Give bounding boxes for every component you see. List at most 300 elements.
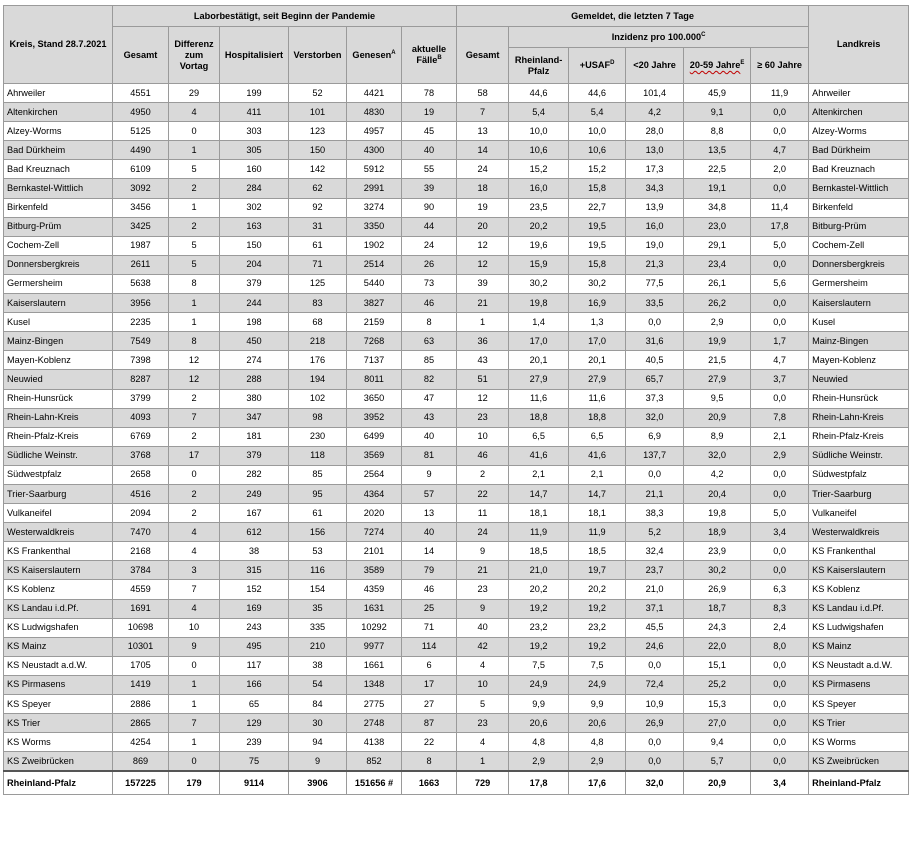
cell-genesen: 7268 (347, 332, 402, 351)
cell-inzidenz-rlp: 5,4 (509, 103, 569, 122)
header-group-laborbestaetigt: Laborbestätigt, seit Beginn der Pandemie (113, 6, 457, 27)
cell-landkreis-name: Mayen-Koblenz (809, 351, 909, 370)
cell-verstorben: 98 (289, 408, 347, 427)
cell-inzidenz-usaf: 30,2 (569, 274, 626, 293)
cell-landkreis-name: Bad Dürkheim (809, 141, 909, 160)
cell-verstorben: 83 (289, 294, 347, 313)
cell-differenz: 8 (169, 274, 220, 293)
cell-landkreis-name: KS Pirmasens (809, 675, 909, 694)
cell-hospitalisiert: 288 (220, 370, 289, 389)
cell-genesen: 2748 (347, 714, 402, 733)
header-inzidenz (509, 27, 809, 48)
cell-week-gesamt: 36 (457, 332, 509, 351)
cell-differenz: 5 (169, 160, 220, 179)
cell-district-name: Altenkirchen (4, 103, 113, 122)
cell-inzidenz-usaf: 23,2 (569, 618, 626, 637)
cell-inzidenz-rlp: 6,5 (509, 427, 569, 446)
cell-week-gesamt: 10 (457, 427, 509, 446)
cell-landkreis-name: KS Zweibrücken (809, 752, 909, 772)
total-district-name: Rheinland-Pfalz (4, 771, 113, 795)
cell-inzidenz-20-59: 2,9 (684, 313, 751, 332)
cell-aktuelle-faelle: 19 (402, 103, 457, 122)
cell-district-name: Westerwaldkreis (4, 523, 113, 542)
cell-inzidenz-under-20: 19,0 (626, 236, 684, 255)
cell-district-name: KS Frankenthal (4, 542, 113, 561)
table-row (4, 675, 909, 694)
header-usaf-label: +USAF (579, 60, 611, 70)
cell-aktuelle-faelle: 40 (402, 523, 457, 542)
cell-inzidenz-under-20: 65,7 (626, 370, 684, 389)
cell-inzidenz-under-20: 31,6 (626, 332, 684, 351)
cell-hospitalisiert: 612 (220, 523, 289, 542)
cell-inzidenz-usaf: 10,6 (569, 141, 626, 160)
cell-aktuelle-faelle: 39 (402, 179, 457, 198)
cell-inzidenz-under-20: 5,2 (626, 523, 684, 542)
cell-inzidenz-under-20: 0,0 (626, 465, 684, 484)
cell-inzidenz-under-20: 72,4 (626, 675, 684, 694)
cell-hospitalisiert: 411 (220, 103, 289, 122)
cell-hospitalisiert: 379 (220, 274, 289, 293)
table-row (4, 103, 909, 122)
cell-inzidenz-usaf: 6,5 (569, 427, 626, 446)
cell-gesamt: 4254 (113, 733, 169, 752)
cell-inzidenz-rlp: 7,5 (509, 656, 569, 675)
table-row (4, 542, 909, 561)
cell-inzidenz-usaf: 17,0 (569, 332, 626, 351)
cell-genesen: 852 (347, 752, 402, 772)
total-inzidenz-rlp: 17,8 (509, 771, 569, 795)
cell-verstorben: 194 (289, 370, 347, 389)
cell-gesamt: 2865 (113, 714, 169, 733)
cell-inzidenz-20-59: 15,3 (684, 695, 751, 714)
cell-inzidenz-20-59: 23,4 (684, 255, 751, 274)
cell-inzidenz-20-59: 19,8 (684, 504, 751, 523)
cell-genesen: 2020 (347, 504, 402, 523)
cell-aktuelle-faelle: 79 (402, 561, 457, 580)
table-row (4, 141, 909, 160)
cell-differenz: 5 (169, 255, 220, 274)
table-row (4, 332, 909, 351)
cell-inzidenz-20-59: 18,7 (684, 599, 751, 618)
cell-inzidenz-usaf: 41,6 (569, 446, 626, 465)
cell-inzidenz-60-plus: 0,0 (751, 675, 809, 694)
total-inzidenz-under-20: 32,0 (626, 771, 684, 795)
cell-verstorben: 53 (289, 542, 347, 561)
cell-week-gesamt: 9 (457, 542, 509, 561)
cell-differenz: 7 (169, 408, 220, 427)
cell-inzidenz-60-plus: 11,9 (751, 84, 809, 103)
cell-landkreis-name: Bernkastel-Wittlich (809, 179, 909, 198)
cell-week-gesamt: 11 (457, 504, 509, 523)
cell-genesen: 3589 (347, 561, 402, 580)
cell-district-name: Cochem-Zell (4, 236, 113, 255)
cell-inzidenz-usaf: 44,6 (569, 84, 626, 103)
cell-district-name: Ahrweiler (4, 84, 113, 103)
cell-inzidenz-under-20: 23,7 (626, 561, 684, 580)
cell-inzidenz-rlp: 23,5 (509, 198, 569, 217)
cell-inzidenz-usaf: 15,8 (569, 255, 626, 274)
cell-inzidenz-60-plus: 0,0 (751, 255, 809, 274)
cell-aktuelle-faelle: 25 (402, 599, 457, 618)
cell-inzidenz-rlp: 15,9 (509, 255, 569, 274)
cell-landkreis-name: KS Mainz (809, 637, 909, 656)
cell-inzidenz-under-20: 101,4 (626, 84, 684, 103)
cell-landkreis-name: Ahrweiler (809, 84, 909, 103)
cell-inzidenz-20-59: 5,7 (684, 752, 751, 772)
cell-inzidenz-rlp: 11,6 (509, 389, 569, 408)
cell-inzidenz-under-20: 10,9 (626, 695, 684, 714)
cell-hospitalisiert: 169 (220, 599, 289, 618)
cell-differenz: 2 (169, 504, 220, 523)
cell-genesen: 3952 (347, 408, 402, 427)
cell-inzidenz-60-plus: 2,9 (751, 446, 809, 465)
footnote-b: B (437, 55, 442, 61)
table-row (4, 580, 909, 599)
cell-landkreis-name: Mainz-Bingen (809, 332, 909, 351)
cell-inzidenz-rlp: 19,2 (509, 599, 569, 618)
cell-hospitalisiert: 379 (220, 446, 289, 465)
cell-genesen: 4138 (347, 733, 402, 752)
cell-inzidenz-20-59: 22,5 (684, 160, 751, 179)
header-usaf (569, 48, 626, 84)
cell-hospitalisiert: 450 (220, 332, 289, 351)
cell-inzidenz-20-59: 19,1 (684, 179, 751, 198)
cell-landkreis-name: Alzey-Worms (809, 122, 909, 141)
cell-verstorben: 94 (289, 733, 347, 752)
cell-inzidenz-20-59: 30,2 (684, 561, 751, 580)
cell-inzidenz-60-plus: 0,0 (751, 695, 809, 714)
cell-inzidenz-usaf: 27,9 (569, 370, 626, 389)
cell-differenz: 1 (169, 141, 220, 160)
cell-gesamt: 1691 (113, 599, 169, 618)
cell-genesen: 2775 (347, 695, 402, 714)
cell-verstorben: 61 (289, 504, 347, 523)
cell-inzidenz-usaf: 11,9 (569, 523, 626, 542)
cell-differenz: 1 (169, 198, 220, 217)
cell-inzidenz-under-20: 0,0 (626, 752, 684, 772)
cell-gesamt: 4490 (113, 141, 169, 160)
cell-landkreis-name: KS Frankenthal (809, 542, 909, 561)
cell-genesen: 1348 (347, 675, 402, 694)
cell-inzidenz-under-20: 137,7 (626, 446, 684, 465)
header-aktuelle-label: aktuelle Fälle (411, 44, 447, 65)
cell-inzidenz-rlp: 2,9 (509, 752, 569, 772)
cell-inzidenz-usaf: 19,7 (569, 561, 626, 580)
cell-inzidenz-60-plus: 11,4 (751, 198, 809, 217)
cell-inzidenz-60-plus: 0,0 (751, 714, 809, 733)
cell-week-gesamt: 2 (457, 465, 509, 484)
cell-inzidenz-20-59: 4,2 (684, 465, 751, 484)
cell-inzidenz-60-plus: 2,0 (751, 160, 809, 179)
cell-verstorben: 35 (289, 599, 347, 618)
cell-landkreis-name: Rhein-Pfalz-Kreis (809, 427, 909, 446)
cell-differenz: 4 (169, 542, 220, 561)
cell-landkreis-name: Bad Kreuznach (809, 160, 909, 179)
cell-inzidenz-rlp: 11,9 (509, 523, 569, 542)
total-week-gesamt: 729 (457, 771, 509, 795)
cell-verstorben: 68 (289, 313, 347, 332)
table-row (4, 313, 909, 332)
cell-district-name: Mainz-Bingen (4, 332, 113, 351)
cell-inzidenz-usaf: 2,9 (569, 752, 626, 772)
cell-gesamt: 4950 (113, 103, 169, 122)
cell-inzidenz-60-plus: 4,7 (751, 141, 809, 160)
cell-week-gesamt: 12 (457, 255, 509, 274)
header-week-gesamt: Gesamt (457, 27, 509, 84)
table-row (4, 484, 909, 503)
cell-genesen: 3569 (347, 446, 402, 465)
cell-inzidenz-rlp: 17,0 (509, 332, 569, 351)
header-differenz: Differenz zum Vortag (169, 27, 220, 84)
cell-inzidenz-under-20: 77,5 (626, 274, 684, 293)
cell-inzidenz-60-plus: 5,0 (751, 236, 809, 255)
cell-genesen: 1661 (347, 656, 402, 675)
cell-inzidenz-rlp: 1,4 (509, 313, 569, 332)
table-row (4, 294, 909, 313)
cell-genesen: 4364 (347, 484, 402, 503)
cell-gesamt: 10698 (113, 618, 169, 637)
cell-gesamt: 2094 (113, 504, 169, 523)
cell-inzidenz-rlp: 10,6 (509, 141, 569, 160)
cell-verstorben: 150 (289, 141, 347, 160)
cell-inzidenz-60-plus: 17,8 (751, 217, 809, 236)
cell-inzidenz-rlp: 4,8 (509, 733, 569, 752)
cell-hospitalisiert: 305 (220, 141, 289, 160)
cell-inzidenz-under-20: 13,9 (626, 198, 684, 217)
cell-inzidenz-under-20: 24,6 (626, 637, 684, 656)
cell-aktuelle-faelle: 14 (402, 542, 457, 561)
cell-week-gesamt: 13 (457, 122, 509, 141)
cell-district-name: Alzey-Worms (4, 122, 113, 141)
cell-district-name: Trier-Saarburg (4, 484, 113, 503)
cell-inzidenz-60-plus: 3,7 (751, 370, 809, 389)
cell-district-name: Birkenfeld (4, 198, 113, 217)
cell-inzidenz-under-20: 40,5 (626, 351, 684, 370)
cell-differenz: 10 (169, 618, 220, 637)
cell-inzidenz-rlp: 14,7 (509, 484, 569, 503)
cell-inzidenz-rlp: 20,1 (509, 351, 569, 370)
cell-gesamt: 2611 (113, 255, 169, 274)
cell-hospitalisiert: 38 (220, 542, 289, 561)
cell-inzidenz-20-59: 13,5 (684, 141, 751, 160)
cell-aktuelle-faelle: 9 (402, 465, 457, 484)
table-row (4, 523, 909, 542)
cell-verstorben: 116 (289, 561, 347, 580)
cell-inzidenz-under-20: 21,0 (626, 580, 684, 599)
cell-inzidenz-60-plus: 2,1 (751, 427, 809, 446)
cell-week-gesamt: 43 (457, 351, 509, 370)
cell-inzidenz-20-59: 34,8 (684, 198, 751, 217)
cell-inzidenz-under-20: 26,9 (626, 714, 684, 733)
cell-district-name: Germersheim (4, 274, 113, 293)
cell-aktuelle-faelle: 45 (402, 122, 457, 141)
cell-inzidenz-rlp: 44,6 (509, 84, 569, 103)
footnote-c: C (701, 31, 706, 38)
cell-inzidenz-under-20: 28,0 (626, 122, 684, 141)
cell-verstorben: 92 (289, 198, 347, 217)
cell-aktuelle-faelle: 78 (402, 84, 457, 103)
cell-inzidenz-usaf: 11,6 (569, 389, 626, 408)
cell-landkreis-name: Kusel (809, 313, 909, 332)
cell-hospitalisiert: 166 (220, 675, 289, 694)
header-20-59-label: 20-59 Jahre (689, 60, 741, 70)
cell-gesamt: 3456 (113, 198, 169, 217)
report-table-container (3, 5, 908, 795)
cell-genesen: 7274 (347, 523, 402, 542)
table-row (4, 599, 909, 618)
cell-district-name: KS Koblenz (4, 580, 113, 599)
cell-hospitalisiert: 249 (220, 484, 289, 503)
cell-landkreis-name: Westerwaldkreis (809, 523, 909, 542)
total-row (4, 771, 909, 795)
cell-genesen: 5440 (347, 274, 402, 293)
cell-gesamt: 7398 (113, 351, 169, 370)
cell-inzidenz-20-59: 21,5 (684, 351, 751, 370)
cell-gesamt: 5638 (113, 274, 169, 293)
cell-inzidenz-under-20: 16,0 (626, 217, 684, 236)
cell-week-gesamt: 18 (457, 179, 509, 198)
cell-differenz: 2 (169, 217, 220, 236)
cell-district-name: Rhein-Pfalz-Kreis (4, 427, 113, 446)
table-row (4, 752, 909, 772)
cell-verstorben: 9 (289, 752, 347, 772)
cell-week-gesamt: 51 (457, 370, 509, 389)
cell-verstorben: 218 (289, 332, 347, 351)
cell-hospitalisiert: 65 (220, 695, 289, 714)
cell-genesen: 2101 (347, 542, 402, 561)
cell-inzidenz-rlp: 15,2 (509, 160, 569, 179)
cell-week-gesamt: 39 (457, 274, 509, 293)
cell-hospitalisiert: 199 (220, 84, 289, 103)
cell-inzidenz-under-20: 32,0 (626, 408, 684, 427)
cell-inzidenz-under-20: 33,5 (626, 294, 684, 313)
cell-week-gesamt: 1 (457, 752, 509, 772)
table-row (4, 160, 909, 179)
cell-hospitalisiert: 284 (220, 179, 289, 198)
cell-landkreis-name: Südwestpfalz (809, 465, 909, 484)
cell-inzidenz-20-59: 20,4 (684, 484, 751, 503)
cell-inzidenz-under-20: 13,0 (626, 141, 684, 160)
cell-inzidenz-20-59: 24,3 (684, 618, 751, 637)
cell-differenz: 0 (169, 465, 220, 484)
total-genesen: 151656 # (347, 771, 402, 795)
cell-verstorben: 102 (289, 389, 347, 408)
cell-differenz: 12 (169, 351, 220, 370)
table-row (4, 504, 909, 523)
cell-verstorben: 154 (289, 580, 347, 599)
cell-landkreis-name: Birkenfeld (809, 198, 909, 217)
cell-landkreis-name: KS Ludwigshafen (809, 618, 909, 637)
footnote-a: A (391, 49, 396, 56)
table-row (4, 351, 909, 370)
cell-district-name: Mayen-Koblenz (4, 351, 113, 370)
cell-genesen: 4421 (347, 84, 402, 103)
cell-genesen: 5912 (347, 160, 402, 179)
table-row (4, 427, 909, 446)
header-inzidenz-label: Inzidenz pro 100.000 (611, 31, 702, 42)
cell-week-gesamt: 23 (457, 580, 509, 599)
cell-inzidenz-rlp: 21,0 (509, 561, 569, 580)
cell-landkreis-name: Donnersbergkreis (809, 255, 909, 274)
header-landkreis: Landkreis (809, 6, 909, 84)
cell-hospitalisiert: 198 (220, 313, 289, 332)
cell-inzidenz-usaf: 10,0 (569, 122, 626, 141)
cell-landkreis-name: KS Trier (809, 714, 909, 733)
cell-gesamt: 3092 (113, 179, 169, 198)
cell-inzidenz-20-59: 27,0 (684, 714, 751, 733)
cell-week-gesamt: 12 (457, 236, 509, 255)
cell-inzidenz-usaf: 15,8 (569, 179, 626, 198)
cell-district-name: KS Mainz (4, 637, 113, 656)
cell-inzidenz-usaf: 24,9 (569, 675, 626, 694)
cell-verstorben: 54 (289, 675, 347, 694)
cell-inzidenz-60-plus: 8,0 (751, 637, 809, 656)
header-hospitalisiert: Hospitalisiert (220, 27, 289, 84)
cell-gesamt: 1987 (113, 236, 169, 255)
header-under-20: <20 Jahre (626, 48, 684, 84)
cell-week-gesamt: 23 (457, 408, 509, 427)
cell-inzidenz-rlp: 19,8 (509, 294, 569, 313)
cell-gesamt: 7470 (113, 523, 169, 542)
cell-gesamt: 7549 (113, 332, 169, 351)
header-genesen (347, 27, 402, 84)
cell-inzidenz-rlp: 20,2 (509, 217, 569, 236)
cell-gesamt: 8287 (113, 370, 169, 389)
cell-gesamt: 2168 (113, 542, 169, 561)
cell-hospitalisiert: 380 (220, 389, 289, 408)
cell-inzidenz-60-plus: 8,3 (751, 599, 809, 618)
cell-district-name: KS Speyer (4, 695, 113, 714)
cell-inzidenz-usaf: 7,5 (569, 656, 626, 675)
cell-differenz: 0 (169, 656, 220, 675)
cell-hospitalisiert: 160 (220, 160, 289, 179)
cell-inzidenz-under-20: 4,2 (626, 103, 684, 122)
header-genesen-label: Genesen (352, 49, 392, 60)
cell-hospitalisiert: 303 (220, 122, 289, 141)
cell-gesamt: 869 (113, 752, 169, 772)
total-verstorben: 3906 (289, 771, 347, 795)
cell-district-name: Südwestpfalz (4, 465, 113, 484)
cell-gesamt: 3425 (113, 217, 169, 236)
cell-landkreis-name: KS Landau i.d.Pf. (809, 599, 909, 618)
cell-inzidenz-usaf: 18,5 (569, 542, 626, 561)
cell-district-name: Kusel (4, 313, 113, 332)
cell-inzidenz-60-plus: 0,0 (751, 389, 809, 408)
cell-inzidenz-usaf: 18,1 (569, 504, 626, 523)
cell-inzidenz-20-59: 23,9 (684, 542, 751, 561)
cell-inzidenz-under-20: 32,4 (626, 542, 684, 561)
cell-genesen: 2159 (347, 313, 402, 332)
cell-aktuelle-faelle: 87 (402, 714, 457, 733)
cell-verstorben: 38 (289, 656, 347, 675)
cell-inzidenz-usaf: 2,1 (569, 465, 626, 484)
cell-gesamt: 4516 (113, 484, 169, 503)
table-row (4, 465, 909, 484)
cell-aktuelle-faelle: 81 (402, 446, 457, 465)
cell-verstorben: 156 (289, 523, 347, 542)
cell-verstorben: 84 (289, 695, 347, 714)
cell-landkreis-name: Vulkaneifel (809, 504, 909, 523)
cell-aktuelle-faelle: 114 (402, 637, 457, 656)
cell-differenz: 2 (169, 389, 220, 408)
cell-genesen: 1902 (347, 236, 402, 255)
covid-district-table (3, 5, 909, 795)
cell-landkreis-name: Neuwied (809, 370, 909, 389)
cell-inzidenz-20-59: 29,1 (684, 236, 751, 255)
cell-inzidenz-rlp: 16,0 (509, 179, 569, 198)
cell-inzidenz-usaf: 4,8 (569, 733, 626, 752)
table-row (4, 179, 909, 198)
